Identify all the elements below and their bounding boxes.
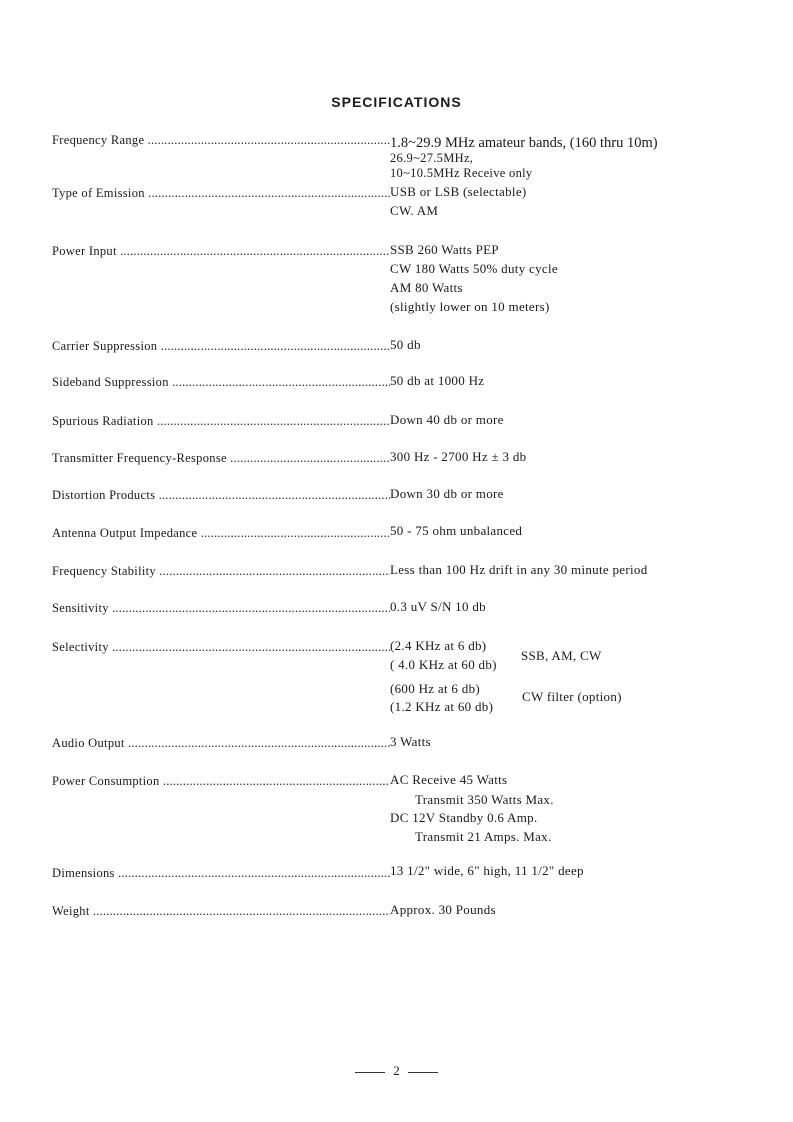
frequency-stability-value: Less than 100 Hz drift in any 30 minute period bbox=[390, 562, 648, 577]
weight-label: Weight ..... bbox=[52, 902, 390, 920]
page-number-text: 2 bbox=[393, 1063, 400, 1078]
power-input-label: Power Input ..... bbox=[52, 242, 390, 260]
type-of-emission-value-2: CW. AM bbox=[390, 203, 439, 218]
frequency-stability-label: Frequency Stability ..... bbox=[52, 562, 390, 580]
selectivity-ssb-note: SSB, AM, CW bbox=[521, 648, 602, 663]
dimensions-value: 13 1/2" wide, 6" high, 11 1/2" deep bbox=[390, 863, 584, 878]
selectivity-cw-line-1: (600 Hz at 6 db) bbox=[390, 681, 480, 696]
power-consumption-label: Power Consumption ..... bbox=[52, 772, 390, 790]
selectivity-label: Selectivity ..... bbox=[52, 638, 390, 656]
power-consumption-value-3: DC 12V Standby 0.6 Amp. bbox=[390, 810, 538, 825]
page-number-right-dash bbox=[408, 1072, 438, 1073]
page-number bbox=[0, 1063, 793, 1079]
sideband-suppression-label: Sideband Suppression ..... bbox=[52, 373, 390, 391]
sensitivity-value: 0.3 uV S/N 10 db bbox=[390, 599, 486, 614]
selectivity-cw-note: CW filter (option) bbox=[522, 689, 622, 704]
distortion-products-label: Distortion Products ..... bbox=[52, 486, 390, 504]
power-input-value-4: (slightly lower on 10 meters) bbox=[390, 299, 550, 314]
power-input-value-2: CW 180 Watts 50% duty cycle bbox=[390, 261, 558, 276]
transmitter-frequency-response-label: Transmitter Frequency-Response ..... bbox=[52, 449, 390, 467]
power-input-value-1: SSB 260 Watts PEP bbox=[390, 242, 499, 257]
frequency-range-label: Frequency Range ..... bbox=[52, 131, 390, 149]
dimensions-label: Dimensions ..... bbox=[52, 864, 390, 882]
weight-value: Approx. 30 Pounds bbox=[390, 902, 496, 917]
power-consumption-value-4: Transmit 21 Amps. Max. bbox=[415, 829, 552, 844]
selectivity-cw-line-2: (1.2 KHz at 60 db) bbox=[390, 699, 494, 714]
carrier-suppression-label: Carrier Suppression ..... bbox=[52, 337, 390, 355]
spurious-radiation-label: Spurious Radiation ..... bbox=[52, 412, 390, 430]
selectivity-ssb-line-1: (2.4 KHz at 6 db) bbox=[390, 638, 487, 653]
sideband-suppression-value: 50 db at 1000 Hz bbox=[390, 373, 485, 388]
transmitter-frequency-response-value: 300 Hz - 2700 Hz ± 3 db bbox=[390, 449, 527, 464]
power-consumption-value-2: Transmit 350 Watts Max. bbox=[415, 792, 554, 807]
power-consumption-value-1: AC Receive 45 Watts bbox=[390, 772, 508, 787]
distortion-products-value: Down 30 db or more bbox=[390, 486, 504, 501]
type-of-emission-label: Type of Emission ..... bbox=[52, 184, 390, 202]
antenna-output-impedance-label: Antenna Output Impedance ..... bbox=[52, 524, 390, 542]
audio-output-value: 3 Watts bbox=[390, 734, 431, 749]
frequency-range-value-2: 26.9~27.5MHz, bbox=[390, 151, 474, 165]
power-input-value-3: AM 80 Watts bbox=[390, 280, 463, 295]
frequency-range-value-1: 1.8~29.9 MHz amateur bands, (160 thru 10m) bbox=[390, 135, 658, 151]
carrier-suppression-value: 50 db bbox=[390, 337, 421, 352]
frequency-range-value-3: 10~10.5MHz Receive only bbox=[390, 166, 533, 180]
selectivity-ssb-line-2: ( 4.0 KHz at 60 db) bbox=[390, 657, 497, 672]
audio-output-label: Audio Output ..... bbox=[52, 734, 390, 752]
antenna-output-impedance-value: 50 - 75 ohm unbalanced bbox=[390, 523, 523, 538]
page-number-left-dash bbox=[355, 1072, 385, 1073]
type-of-emission-value-1: USB or LSB (selectable) bbox=[390, 184, 527, 199]
sensitivity-label: Sensitivity ..... bbox=[52, 599, 390, 617]
page-title: SPECIFICATIONS bbox=[331, 94, 462, 110]
spurious-radiation-value: Down 40 db or more bbox=[390, 412, 504, 427]
